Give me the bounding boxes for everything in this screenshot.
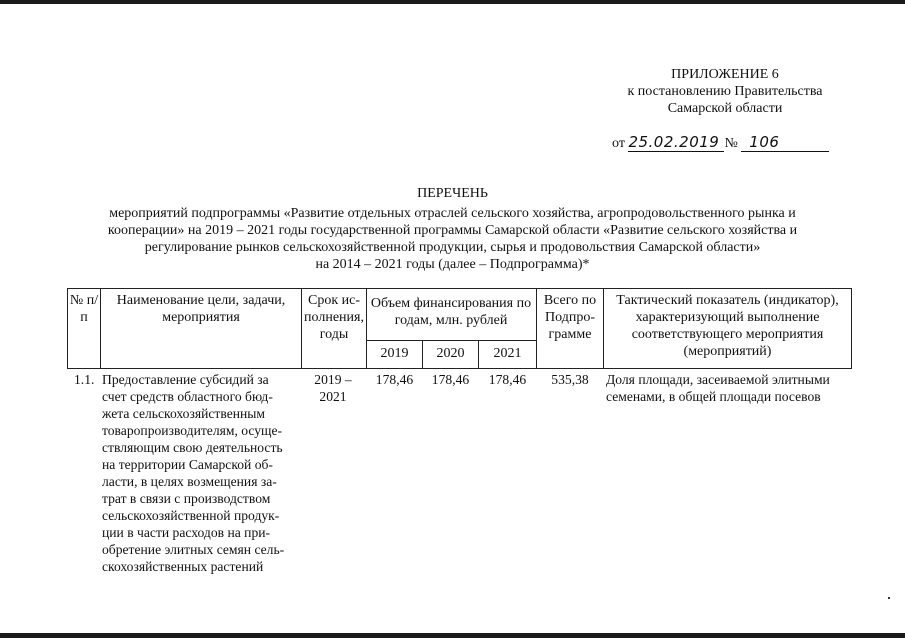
row-value-2021: 178,46 [488,372,527,387]
appendix-line-1: к постановлению Правительства [627,84,823,99]
bottom-border [0,633,905,638]
header-total: Всего по Подпро-грамме [543,293,597,342]
row-indicator-line: семенами, в общей площади посевов [606,389,821,404]
document-subtitle [40,205,865,273]
appendix-title: ПРИЛОЖЕНИЕ 6 [671,67,779,82]
row-name-line: обретение элитных семян сель- [102,542,285,557]
row-indicator [606,371,852,405]
document-title: ПЕРЕЧЕНЬ [417,186,488,201]
row-term-end: 2021 [319,389,347,404]
row-name-line: сельскохозяйственной продук- [102,508,280,523]
header-year-2019: 2019 [380,346,409,361]
top-border [0,0,905,4]
subtitle-line: кооперации» на 2019 – 2021 годы государственной программы Самарской области «Развитие сельского хозяйства и [107,223,798,238]
header-year-2020: 2020 [436,346,465,361]
subtitle-line: мероприятий подпрограммы «Развитие отдельных отраслей сельского хозяйства, агропродовольственного рынка и [109,206,796,221]
appendix-block [600,66,850,117]
scan-speck [888,597,890,599]
header-number: № п/п [69,293,99,325]
row-number: 1.1. [74,372,95,387]
row-name-line: скохозяйственных растений [102,559,264,574]
row-term [304,371,362,405]
row-name-line: на территории Самарской об- [102,457,273,472]
row-name-line: трат в связи с производством [102,491,271,506]
subtitle-line: регулирование рынков сельскохозяйственной продукции, сырья и продовольствия Самарской области» [144,240,761,255]
row-total: 535,38 [551,372,589,387]
header-term: Срок ис-полнения, годы [304,293,364,342]
header-funding: Объем финансирования по годам, млн. рублей [370,296,532,328]
row-value-2019: 178,46 [375,372,414,387]
decree-reference [612,133,832,153]
decree-from-label: от [612,136,625,151]
subtitle-line: на 2014 – 2021 годы (далее – Подпрограмма)* [315,257,590,272]
row-name-line: жета сельскохозяйственным [102,406,266,421]
row-name [102,371,298,575]
row-name-line: ласти, в целях возмещения за- [102,474,277,489]
decree-number: 106 [741,133,829,152]
row-name-line: ции в части расходов на при- [102,525,271,540]
row-indicator-line: Доля площади, засеиваемой элитными [606,372,830,387]
row-name-line: Предоставление субсидий за [102,372,269,387]
decree-number-label: № [724,136,738,151]
row-name-line: счет средств областного бюд- [102,389,273,404]
row-value-2020: 178,46 [431,372,470,387]
header-name: Наименование цели, задачи, мероприятия [116,293,286,325]
header-year-2021: 2021 [493,346,522,361]
row-term-start: 2019 – [314,372,352,387]
appendix-line-2: Самарской области [667,101,783,116]
header-indicator: Тактический показатель (индикатор), характеризующий выполнение соответствующего мероприятия (мероприятий) [616,293,839,359]
row-name-line: товаропроизводителям, осуще- [102,423,283,438]
row-name-line: ствляющим свою деятельность [102,440,283,455]
decree-date: 25.02.2019 [628,133,724,152]
